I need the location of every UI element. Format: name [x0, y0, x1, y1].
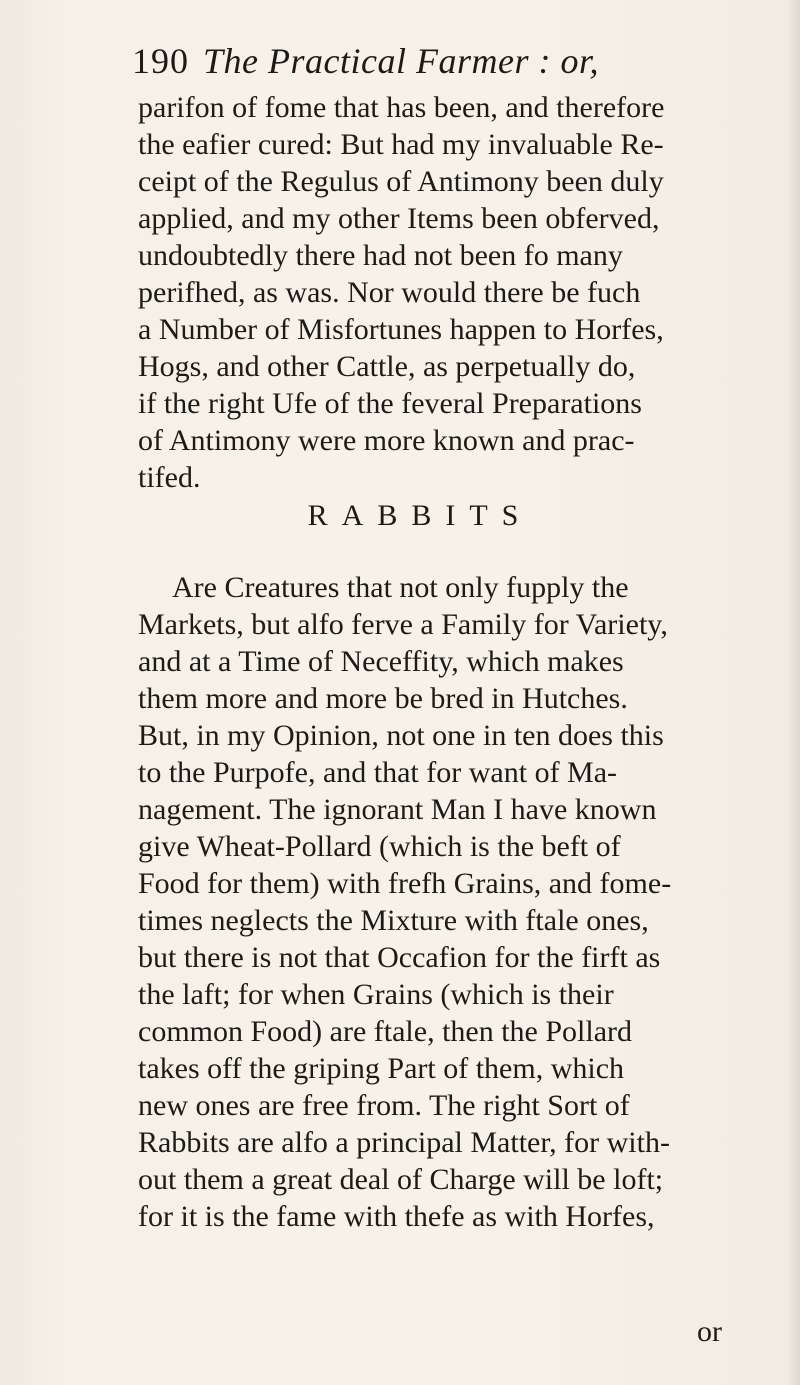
page-edge-shadow [786, 0, 800, 1385]
running-head: The Practical Farmer : or, [203, 41, 599, 81]
text-line: takes off the griping Part of them, which [138, 1052, 625, 1085]
text-line: out them a great deal of Charge will be loft; [138, 1163, 664, 1196]
section-heading: RABBITS [307, 499, 533, 532]
text-line: perifhed, as was. Nor would there be fuch [138, 276, 641, 309]
text-line: Are Creatures that not only fupply the [172, 571, 629, 604]
text-line: times neglects the Mixture with ftale ones, [138, 904, 649, 937]
text-line: Hogs, and other Cattle, as perpetually do, [138, 350, 636, 383]
text-line: applied, and my other Items been obferved, [138, 202, 660, 235]
page-number: 190 [132, 41, 189, 81]
text-line: a Number of Misfortunes happen to Horfes, [138, 313, 664, 346]
text-line: ceipt of the Regulus of Antimony been duly [138, 165, 664, 198]
text-line: Food for them) with frefh Grains, and fome- [138, 867, 672, 900]
page-header [132, 36, 752, 86]
text-line: new ones are free from. The right Sort of [138, 1089, 630, 1122]
text-line: them more and more be bred in Hutches. [138, 682, 628, 715]
text-line: the laft; for when Grains (which is their [138, 978, 614, 1011]
text-line: to the Purpofe, and that for want of Ma- [138, 756, 618, 789]
text-line: Markets, but alfo ferve a Family for Variety, [138, 608, 668, 641]
catchword: or [697, 1315, 722, 1348]
text-line: the eafier cured: But had my invaluable Re- [138, 128, 664, 161]
text-line: undoubtedly there had not been fo many [138, 239, 623, 272]
text-line: common Food) are ftale, then the Pollard [138, 1015, 633, 1048]
text-line: give Wheat-Pollard (which is the beft of [138, 830, 621, 863]
text-line: of Antimony were more known and prac- [138, 424, 635, 457]
text-line: for it is the fame with thefe as with Horfes, [138, 1200, 655, 1233]
text-line: But, in my Opinion, not one in ten does this [138, 719, 664, 752]
text-line: and at a Time of Neceffity, which makes [138, 645, 624, 678]
text-line: nagement. The ignorant Man I have known [138, 793, 657, 826]
text-line: if the right Ufe of the feveral Preparations [138, 387, 642, 420]
text-line: parifon of fome that has been, and therefore [138, 91, 665, 124]
text-line: tifed. [138, 461, 201, 494]
text-line: but there is not that Occafion for the firft as [138, 941, 661, 974]
text-line: Rabbits are alfo a principal Matter, for with- [138, 1126, 670, 1159]
